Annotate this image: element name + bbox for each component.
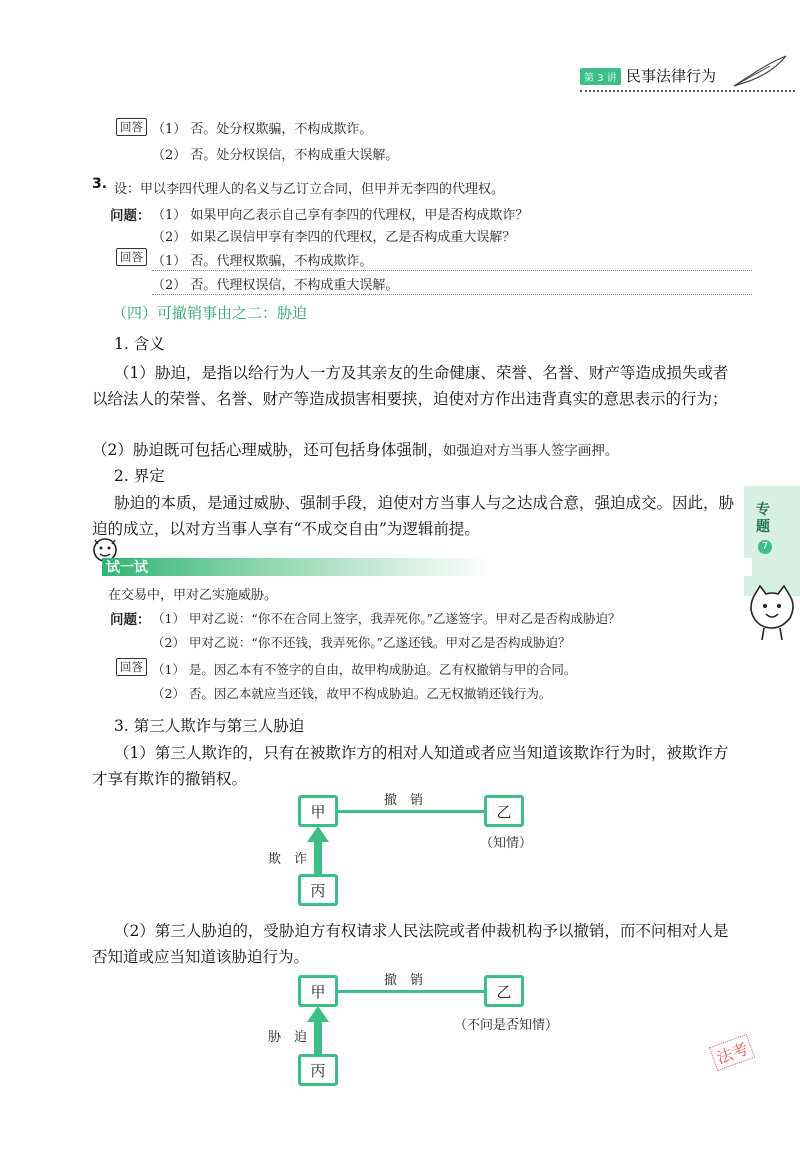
subheading-meaning: 1. 含义 [114, 335, 165, 353]
paragraph-essence: 胁迫的本质，是通过威胁、强制手段，迫使对方当事人与之达成合意，强迫成交。因此，胁迫的成立，以对方当事人享有“不成交自由”为逻辑前提。 [92, 494, 735, 538]
answer-rule [152, 270, 752, 271]
diagram-node-jia: 甲 [298, 975, 338, 1007]
cat-mascot-icon [744, 582, 800, 642]
corner-stamp: 法考 [709, 1034, 755, 1071]
page-header [580, 62, 800, 92]
side-tab-number: 7 [758, 540, 772, 554]
paragraph-forms-main: （2）胁迫既可包括心理威胁，还可包括身体强制， [92, 441, 443, 459]
feather-icon [730, 54, 790, 90]
answer-rule [152, 294, 752, 295]
subheading-third-party: 3. 第三人欺诈与第三人胁迫 [114, 717, 305, 735]
header-title: 民事法律行为 [626, 67, 717, 85]
try-question-2: （2） 甲对乙说：“你不还钱，我弄死你。”乙遂还钱。甲对乙是否构成胁迫？ [152, 635, 571, 650]
diagram-link-line [338, 810, 484, 813]
chapter-badge: 第 3 讲 [580, 68, 621, 85]
diagram-node-bing: 丙 [298, 874, 338, 906]
item3-question-2: （2） 如果乙误信甲享有李四的代理权，乙是否构成重大误解？ [152, 230, 516, 245]
question-label: 问题： [110, 208, 151, 224]
paragraph-definition: （1）胁迫，是指以给行为人一方及其亲友的生命健康、荣誉、名誉、财产等造成损失或者以给法人的荣誉、名誉、财产等造成损害相要挟，迫使对方作出违背真实的意思表示的行为； [92, 364, 729, 408]
diagram-node-yi: 乙 [484, 795, 524, 827]
section-heading: （四）可撤销事由之二：胁迫 [112, 304, 308, 322]
item3-question-1: （1） 如果甲向乙表示自己享有李四的代理权，甲是否构成欺诈？ [152, 208, 529, 223]
answer-badge: 回答 [116, 118, 147, 136]
arrow-up-icon [305, 1006, 331, 1056]
arrow-up-icon [305, 826, 331, 876]
try-label: 试一试 [106, 560, 148, 576]
diagram-node-jia: 甲 [298, 795, 338, 827]
subheading-definition: 2. 界定 [114, 467, 165, 485]
paragraph-forms-note: 如强迫对方当事人签字画押。 [442, 443, 619, 459]
answer-badge: 回答 [116, 658, 147, 676]
diagram-side-label: 胁 迫 [268, 1030, 308, 1045]
block1-answer-1: （1） 否。处分权欺骗，不构成欺诈。 [152, 122, 373, 137]
try-question-1: （1） 甲对乙说：“你不在合同上签字，我弄死你。”乙遂签字。甲对乙是否构成胁迫？ [152, 611, 621, 626]
paragraph-third-party-duress: （2）第三人胁迫的，受胁迫方有权请求人民法院或者仲裁机构予以撤销，而不问相对人是否知道或应当知道该胁迫行为。 [92, 922, 729, 966]
diagram-note: （不问是否知情） [454, 1018, 559, 1033]
chapter-side-tab [744, 486, 800, 596]
item3-answer-1: （1） 否。代理权欺骗，不构成欺诈。 [152, 254, 373, 269]
diagram-side-label: 欺 诈 [268, 852, 308, 867]
diagram-node-bing: 丙 [298, 1054, 338, 1086]
diagram-note: （知情） [480, 836, 533, 851]
header-rule [580, 90, 795, 92]
paragraph-third-party-fraud: （1）第三人欺诈的，只有在被欺诈方的相对人知道或者应当知道该欺诈行为时，被欺诈方才享有欺诈的撤销权。 [92, 744, 729, 788]
answer-badge: 回答 [116, 248, 147, 266]
item3-number: 3. [92, 176, 108, 192]
block1-answer-2: （2） 否。处分权误信，不构成重大误解。 [152, 148, 399, 163]
side-tab-text: 专题 [756, 502, 770, 535]
diagram-top-label: 撤 销 [384, 793, 424, 808]
try-banner [102, 558, 752, 576]
item3-premise: 设：甲以李四代理人的名义与乙订立合同，但甲并无李四的代理权。 [114, 182, 505, 197]
diagram-node-yi: 乙 [484, 975, 524, 1007]
diagram-top-label: 撤 销 [384, 973, 424, 988]
paragraph-forms [92, 438, 738, 460]
diagram-link-line [338, 990, 484, 993]
try-answer-2: （2） 否。因乙本就应当还钱，故甲不构成胁迫。乙无权撤销还钱行为。 [152, 686, 552, 701]
item3-answer-2: （2） 否。代理权误信，不构成重大误解。 [152, 278, 399, 293]
try-answer-1: （1） 是。因乙本有不签字的自由，故甲构成胁迫。乙有权撤销与甲的合同。 [152, 662, 577, 677]
try-premise: 在交易中，甲对乙实施威胁。 [108, 588, 278, 603]
question-label: 问题： [110, 612, 151, 628]
